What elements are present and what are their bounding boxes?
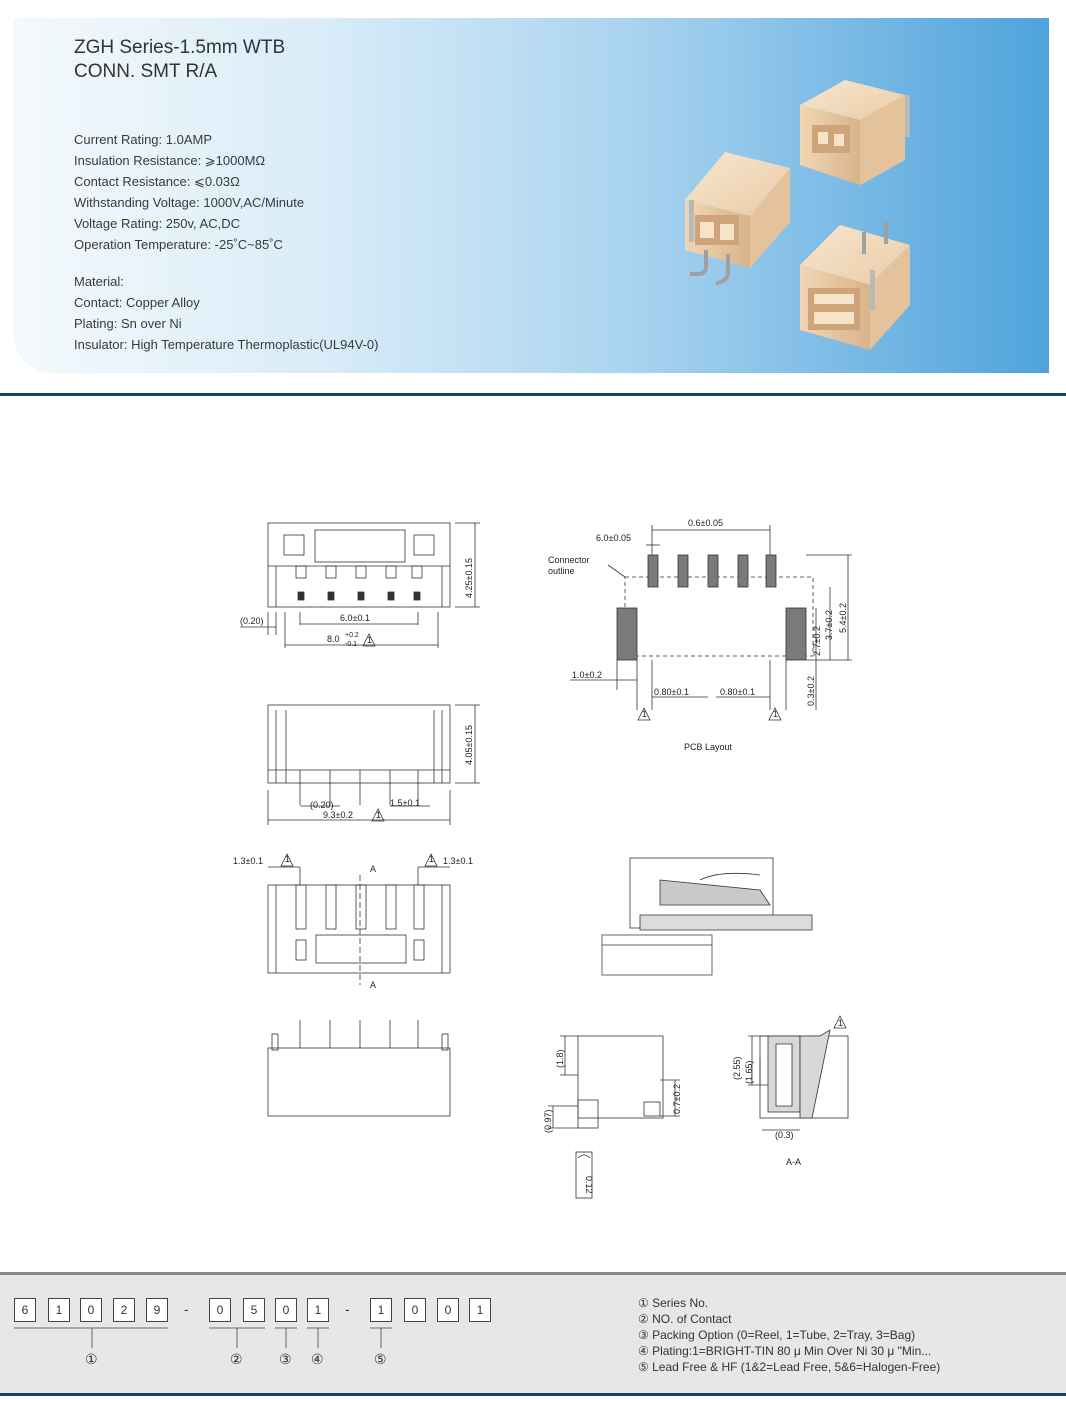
label-connector: Connector <box>548 555 590 565</box>
material-heading: Material: <box>74 274 124 289</box>
label-outline: outline <box>548 566 575 576</box>
material-plating: Plating: Sn over Ni <box>74 316 182 331</box>
dim-top-offset: (0.20) <box>240 616 264 626</box>
marker-2: ② <box>230 1351 243 1367</box>
marker-4: ④ <box>311 1351 324 1367</box>
code-digit: 5 <box>243 1298 265 1322</box>
code-digit: 0 <box>80 1298 102 1322</box>
code-digit: 0 <box>404 1298 426 1322</box>
dim-front-offset: (0.20) <box>310 800 334 810</box>
dim-top-width-tol-upper: +0.2 <box>345 632 359 639</box>
code-digit: 9 <box>146 1298 168 1322</box>
dim-top-width: 8.0 <box>327 634 340 644</box>
dim-front-pitch: 1.5±0.1 <box>390 798 420 808</box>
dim-top-width-tol-lower: -0.1 <box>345 641 358 648</box>
code-digit: 2 <box>113 1298 135 1322</box>
dim-pcb-54: 5.4±0.2 <box>838 603 848 633</box>
legend-item: ④ Plating:1=BRIGHT-TIN 80 μ Min Over Ni 30 μ "Min... <box>638 1344 932 1358</box>
bottom-view-drawing <box>268 867 450 985</box>
dim-pcb-37: 3.7±0.2 <box>824 610 834 640</box>
code-digit: 0 <box>275 1298 297 1322</box>
dim-pcb-10: 1.0±0.2 <box>572 670 602 680</box>
note-mark-front: 1 <box>376 810 382 820</box>
note-triangles <box>281 634 846 1028</box>
spec-voltage: Voltage Rating: 250v, AC,DC <box>74 216 240 231</box>
note-mark-pcb-left: 1 <box>642 709 648 719</box>
dim-top-height: 4.25±0.15 <box>464 558 474 598</box>
section-marker-bottom: A <box>370 980 377 990</box>
dim-pcb-080-a: 0.80±0.1 <box>654 687 689 697</box>
code-dash: - <box>345 1301 350 1317</box>
dim-front-width: 9.3±0.2 <box>323 810 353 820</box>
code-digit: 1 <box>370 1298 392 1322</box>
code-legend <box>638 1295 940 1375</box>
code-digit: 1 <box>307 1298 329 1322</box>
spec-insulation: Insulation Resistance: ⩾1000MΩ <box>74 153 266 168</box>
dim-pcb-pitch-top: 0.6±0.05 <box>688 518 723 528</box>
legend-item: ③ Packing Option (0=Reel, 1=Tube, 2=Tray, 3=Bag) <box>638 1328 916 1342</box>
front-view-drawing <box>268 705 480 825</box>
note-mark-top: 1 <box>367 635 373 645</box>
side-view-drawing <box>548 1036 680 1198</box>
dim-aa-165: (1.65) <box>744 1060 754 1084</box>
drawing-labels <box>233 518 848 1194</box>
spec-contact-resistance: Contact Resistance: ⩽0.03Ω <box>74 174 240 189</box>
code-digit: 1 <box>469 1298 491 1322</box>
spec-withstanding: Withstanding Voltage: 1000V,AC/Minute <box>74 195 305 210</box>
dim-bottom-left: 1.3±0.1 <box>233 856 263 866</box>
dim-front-height: 4.05±0.15 <box>464 725 474 765</box>
legend-item: ⑤ Lead Free & HF (1&2=Lead Free, 5&6=Halogen-Free) <box>638 1360 941 1374</box>
dim-pcb-pad-width: 6.0±0.05 <box>596 533 631 543</box>
pcb-layout-caption: PCB Layout <box>684 742 733 752</box>
marker-5: ⑤ <box>374 1351 387 1367</box>
dim-pcb-27: 2.7±0.2 <box>812 626 822 656</box>
dim-side-097: (0.97) <box>543 1109 553 1133</box>
spec-temperature: Operation Temperature: -25˚C~85˚C <box>74 237 283 252</box>
dim-side-012: 0.12 <box>584 1176 594 1194</box>
code-digit: 0 <box>437 1298 459 1322</box>
dim-top-pitch-span: 6.0±0.1 <box>340 613 370 623</box>
dim-bottom-right: 1.3±0.1 <box>443 856 473 866</box>
top-view-drawing <box>240 523 480 648</box>
note-mark-aa: 1 <box>838 1018 844 1028</box>
section-aa-drawing <box>748 1030 848 1130</box>
code-dash: - <box>184 1301 189 1317</box>
dim-pcb-080-b: 0.80±0.1 <box>720 687 755 697</box>
code-digit: 1 <box>48 1298 70 1322</box>
title-line-2: CONN. SMT R/A <box>74 61 218 82</box>
dim-side-07: 0.7±0.2 <box>672 1084 682 1114</box>
dim-pcb-03: 0.3±0.2 <box>806 676 816 706</box>
marker-1: ① <box>85 1351 98 1367</box>
code-digit: 6 <box>14 1298 36 1322</box>
material-contact: Contact: Copper Alloy <box>74 295 200 310</box>
legend-item: ② NO. of Contact <box>638 1312 732 1326</box>
dim-side-18: (1.8) <box>555 1049 565 1068</box>
material-insulator: Insulator: High Temperature Thermoplastic(UL94V-0) <box>74 337 379 352</box>
spec-current: Current Rating: 1.0AMP <box>74 132 213 147</box>
note-mark-bottom-right: 1 <box>429 854 435 864</box>
section-marker-top: A <box>370 864 377 874</box>
legend-item: ① Series No. <box>638 1296 709 1310</box>
dim-aa-255: (2.55) <box>732 1056 742 1080</box>
note-mark-pcb-right: 1 <box>773 709 779 719</box>
rear-view-drawing <box>268 1020 450 1116</box>
marker-3: ③ <box>279 1351 292 1367</box>
code-digit: 0 <box>209 1298 231 1322</box>
cross-section-drawing <box>602 858 812 975</box>
dim-aa-03: (0.3) <box>775 1130 794 1140</box>
title-line-1: ZGH Series-1.5mm WTB <box>74 37 286 58</box>
section-aa-caption: A-A <box>786 1157 802 1167</box>
note-mark-bottom-left: 1 <box>285 854 291 864</box>
